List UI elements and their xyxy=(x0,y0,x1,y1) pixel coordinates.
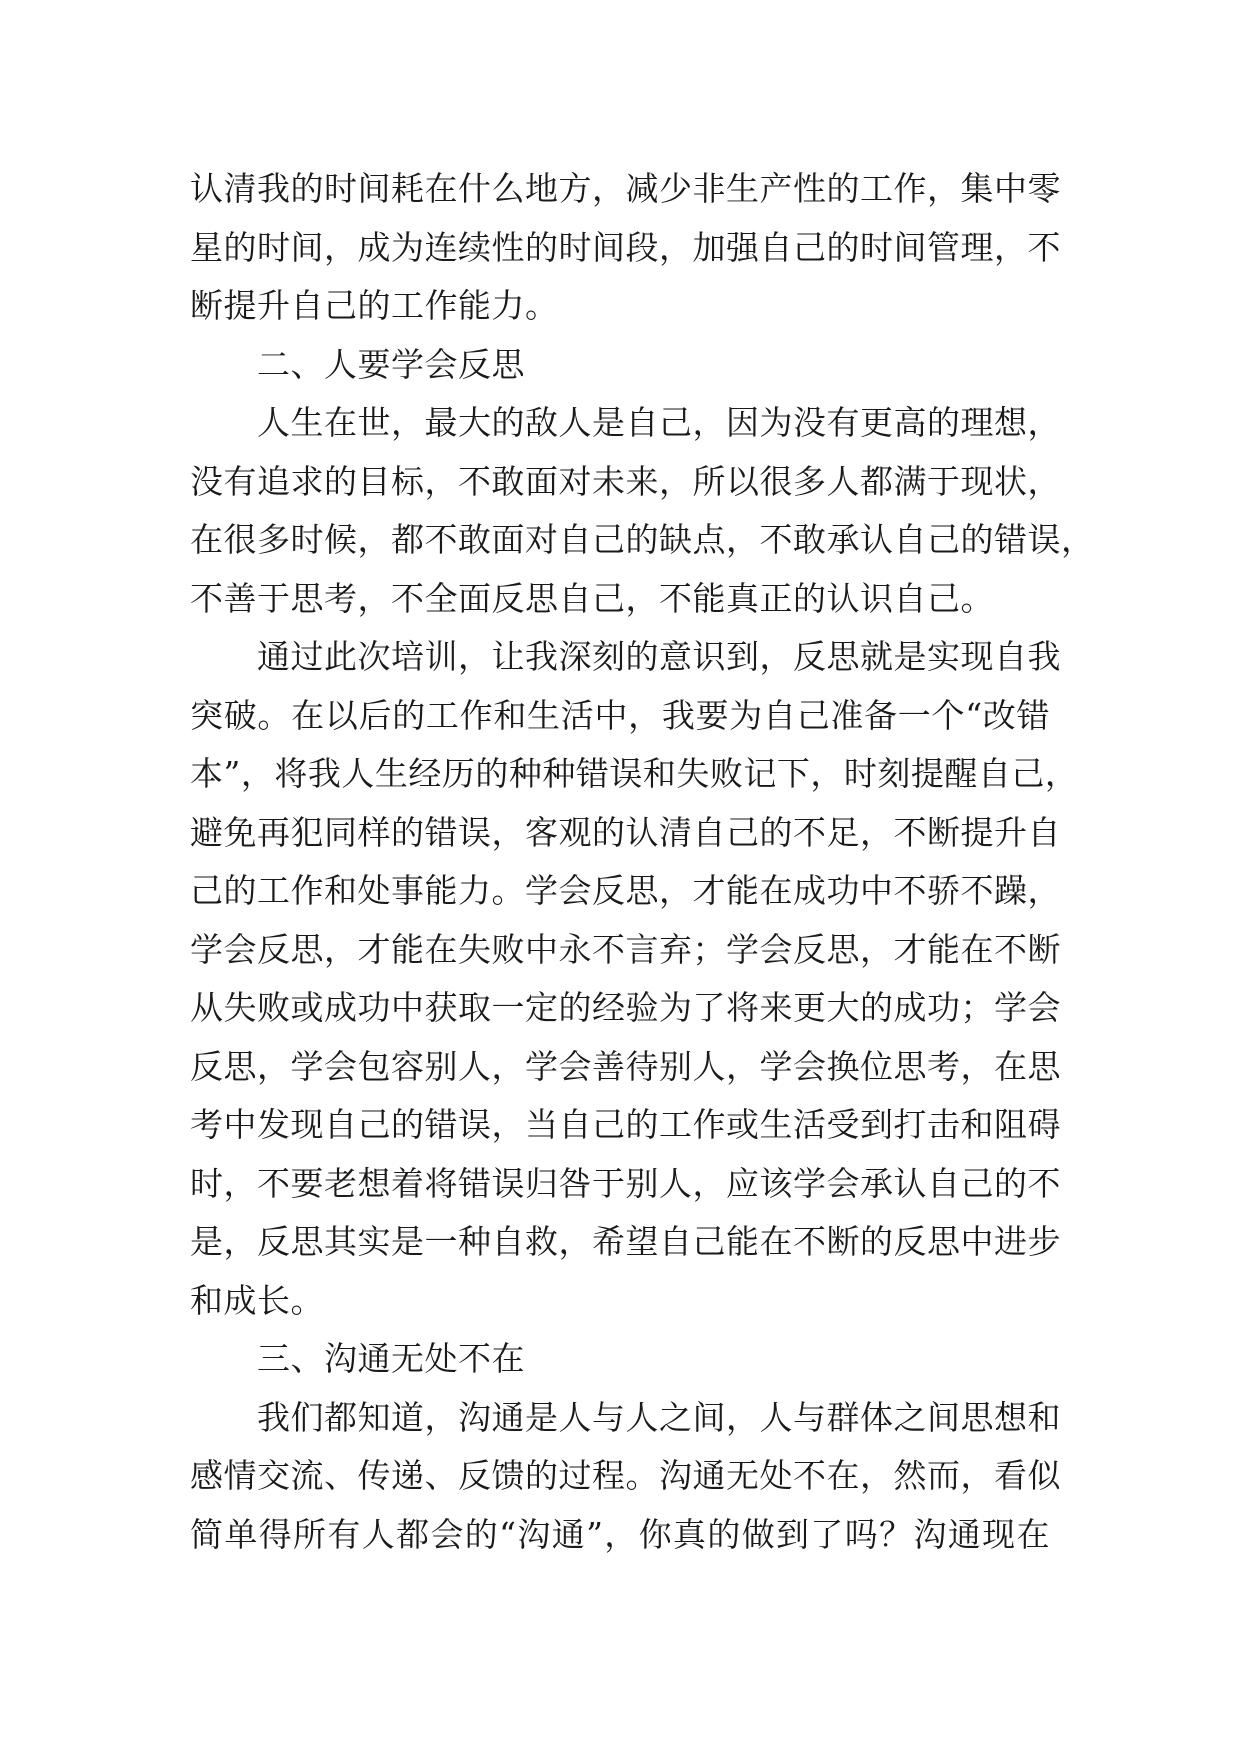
text-line: 我们都知道，沟通是人与人之间，人与群体之间思想和 xyxy=(257,1397,1061,1437)
text-line: 断提升自己的工作能力。 xyxy=(190,286,559,325)
text-line: 突破。在以后的工作和生活中，我要为自己准备一个“改错 xyxy=(190,695,1050,735)
text-line: 人生在世，最大的敌人是自己，因为没有更高的理想， xyxy=(257,403,1061,442)
text-line: 考中发现自己的错误，当自己的工作或生活受到打击和阻碍 xyxy=(190,1105,1061,1144)
text-line: 己的工作和处事能力。学会反思，才能在成功中不骄不躁， xyxy=(190,871,1061,910)
text-line: 简单得所有人都会的“沟通”，你真的做到了吗？沟通现在 xyxy=(190,1514,1050,1554)
text-line: 三、沟通无处不在 xyxy=(257,1339,525,1378)
text-line: 从失败或成功中获取一定的经验为了将来更大的成功；学会 xyxy=(190,988,1061,1027)
text-line: 认清我的时间耗在什么地方，减少非生产性的工作，集中零 xyxy=(190,169,1061,208)
text-line: 学会反思，才能在失败中永不言弃；学会反思，才能在不断 xyxy=(190,929,1061,969)
text-line: 时，不要老想着将错误归咎于别人，应该学会承认自己的不 xyxy=(190,1163,1061,1203)
text-line: 在很多时候，都不敢面对自己的缺点，不敢承认自己的错误， xyxy=(190,520,1095,559)
text-line: 星的时间，成为连续性的时间段，加强自己的时间管理，不 xyxy=(190,227,1061,267)
text-line: 是，反思其实是一种自救，希望自己能在不断的反思中进步 xyxy=(190,1222,1061,1261)
text-line: 二、人要学会反思 xyxy=(257,344,525,384)
text-line: 没有追求的目标，不敢面对未来，所以很多人都满于现状， xyxy=(190,461,1061,501)
document-body xyxy=(190,160,1095,1564)
text-line: 本”，将我人生经历的种种错误和失败记下，时刻提醒自己， xyxy=(190,754,1079,793)
text-line: 不善于思考，不全面反思自己，不能真正的认识自己。 xyxy=(190,578,994,618)
text-line: 反思，学会包容别人，学会善待别人，学会换位思考，在思 xyxy=(190,1046,1061,1086)
text-line: 通过此次培训，让我深刻的意识到，反思就是实现自我 xyxy=(257,637,1061,676)
text-line: 感情交流、传递、反馈的过程。沟通无处不在，然而，看似 xyxy=(190,1456,1061,1495)
text-line: 避免再犯同样的错误，客观的认清自己的不足，不断提升自 xyxy=(190,812,1061,852)
document-page xyxy=(190,160,1095,1564)
text-line: 和成长。 xyxy=(190,1280,324,1320)
